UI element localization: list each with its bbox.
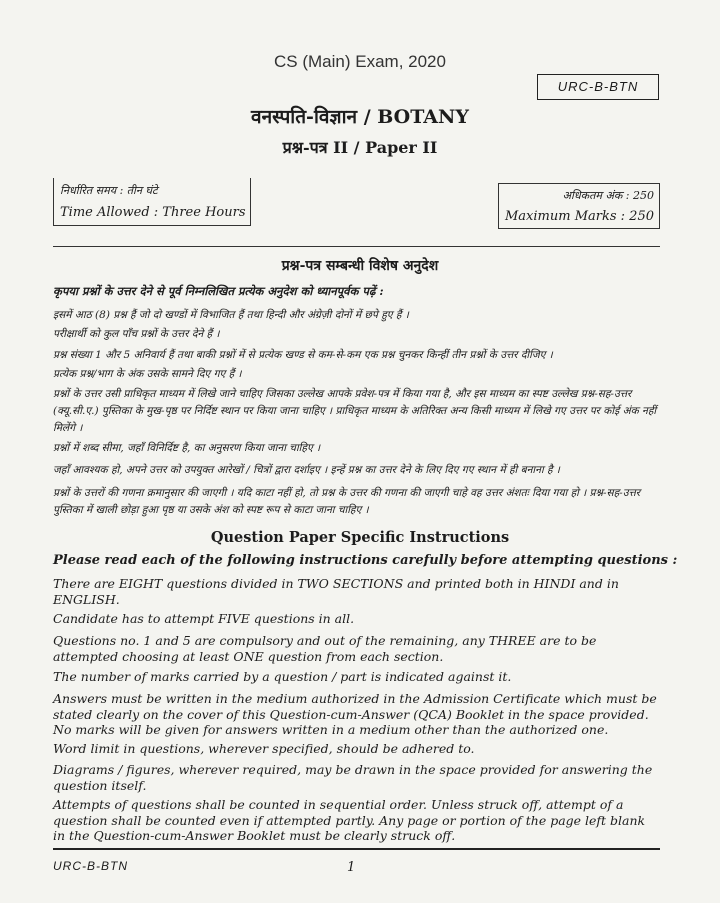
english-instruction: There are EIGHT questions divided in TWO SECTIONS and printed both in HINDI and in ENGLISH. bbox=[53, 576, 619, 607]
header-divider bbox=[53, 246, 660, 247]
paper-code-box: URC-B-BTN bbox=[537, 74, 659, 100]
time-allowed-box bbox=[53, 178, 251, 226]
hindi-instruction: जहाँ आवश्यक हो, अपने उत्तर को उपयुक्त आरेखों / चित्रों द्वारा दर्शाइए । इन्हें प्रश्न का उत्तर देने के लिए दिए गए स्थान में ही बनाना है । bbox=[53, 464, 560, 476]
english-instruction: Questions no. 1 and 5 are compulsory and out of the remaining, any THREE are to be attempted choosing at least ONE question from each section. bbox=[53, 633, 597, 664]
hindi-instructions-heading: प्रश्न-पत्र सम्बन्धी विशेष अनुदेश bbox=[281, 258, 439, 274]
hindi-instructions-lead: कृपया प्रश्नों के उत्तर देने से पूर्व निम्नलिखित प्रत्येक अनुदेश को ध्यानपूर्वक पढ़ें : bbox=[53, 284, 384, 298]
footer-paper-code: URC-B-BTN bbox=[53, 859, 128, 873]
english-instruction: Word limit in questions, wherever specified, should be adhered to. bbox=[53, 741, 475, 756]
hindi-instruction: परीक्षार्थी को कुल पाँच प्रश्नों के उत्तर देने हैं । bbox=[53, 328, 220, 340]
hindi-instruction: प्रश्न संख्या 1 और 5 अनिवार्य हैं तथा बाकी प्रश्नों में से प्रत्येक खण्ड से कम-से-कम एक प्रश्न चुनकर किन्हीं तीन प्रश्नों के उत्तर दीजिए । bbox=[53, 349, 553, 361]
maximum-marks-box bbox=[498, 183, 660, 229]
english-instructions-lead: Please read each of the following instructions carefully before attempting questions : bbox=[53, 553, 678, 568]
maximum-marks-hindi: अधिकतम अंक : 250 bbox=[562, 189, 654, 202]
english-instruction: Attempts of questions shall be counted in sequential order. Unless struck off, attempt of a question shall be counted even if attempted partly. Any page or portion of the page left blank in the Question-cum-Answer Booklet must be clearly struck off. bbox=[53, 797, 646, 843]
hindi-instruction: प्रश्नों के उत्तरों की गणना क्रमानुसार की जाएगी । यदि काटा नहीं हो, तो प्रश्न के उत्तर की गणना की जाएगी चाहे वह उत्तर अंशतः दिया गया हो । प्रश्न-सह-उत्तर पुस्तिका में खाली छोड़ा हुआ पृष्ठ या उसके अंश को स्पष्ट रूप से काटा जाना चाहिए । bbox=[53, 487, 641, 516]
footer-divider bbox=[53, 848, 660, 850]
english-instructions-heading: Question Paper Specific Instructions bbox=[210, 529, 510, 546]
english-instruction: Diagrams / figures, wherever required, may be drawn in the space provided for answering the question itself. bbox=[53, 762, 653, 793]
english-instruction: The number of marks carried by a question / part is indicated against it. bbox=[53, 669, 512, 684]
english-instruction: Answers must be written in the medium authorized in the Admission Certificate which must be stated clearly on the cover of this Question-cum-Answer (QCA) Booklet in the space provided. No marks will be given for answers written in a medium other than the authorized one. bbox=[53, 691, 657, 737]
hindi-instruction: प्रत्येक प्रश्न/भाग के अंक उसके सामने दिए गए हैं । bbox=[53, 368, 242, 380]
paper-number: प्रश्न-पत्र II / Paper II bbox=[282, 138, 438, 157]
time-allowed-hindi: निर्धारित समय : तीन घंटे bbox=[60, 184, 158, 197]
subject-title: वनस्पति-विज्ञान / BOTANY bbox=[251, 106, 469, 128]
hindi-instruction: प्रश्नों के उत्तर उसी प्राधिकृत माध्यम में लिखे जाने चाहिए जिसका उल्लेख आपके प्रवेश-पत्र में किया गया है, और इस माध्यम का स्पष्ट उल्लेख प्रश्न-सह-उत्तर (क्यू.सी.ए.) पुस्तिका के मुख-पृष्ठ पर निर्दिष्ट स्थान पर किया जाना चाहिए । प्राधिकृत माध्यम के अतिरिक्त अन्य किसी माध्यम में लिखे गए उत्तर पर कोई अंक नहीं मिलेंगे । bbox=[53, 388, 657, 434]
exam-title: CS (Main) Exam, 2020 bbox=[274, 52, 446, 71]
page-number: 1 bbox=[347, 860, 356, 875]
hindi-instruction: इसमें आठ (8) प्रश्न हैं जो दो खण्डों में विभाजित हैं तथा हिन्दी और अंग्रेज़ी दोनों में छपे हुए हैं । bbox=[53, 309, 409, 321]
hindi-instruction: प्रश्नों में शब्द सीमा, जहाँ विनिर्दिष्ट है, का अनुसरण किया जाना चाहिए । bbox=[53, 442, 321, 454]
maximum-marks-english: Maximum Marks : 250 bbox=[505, 209, 654, 224]
time-allowed-english: Time Allowed : Three Hours bbox=[60, 205, 246, 220]
english-instruction: Candidate has to attempt FIVE questions in all. bbox=[53, 611, 355, 626]
